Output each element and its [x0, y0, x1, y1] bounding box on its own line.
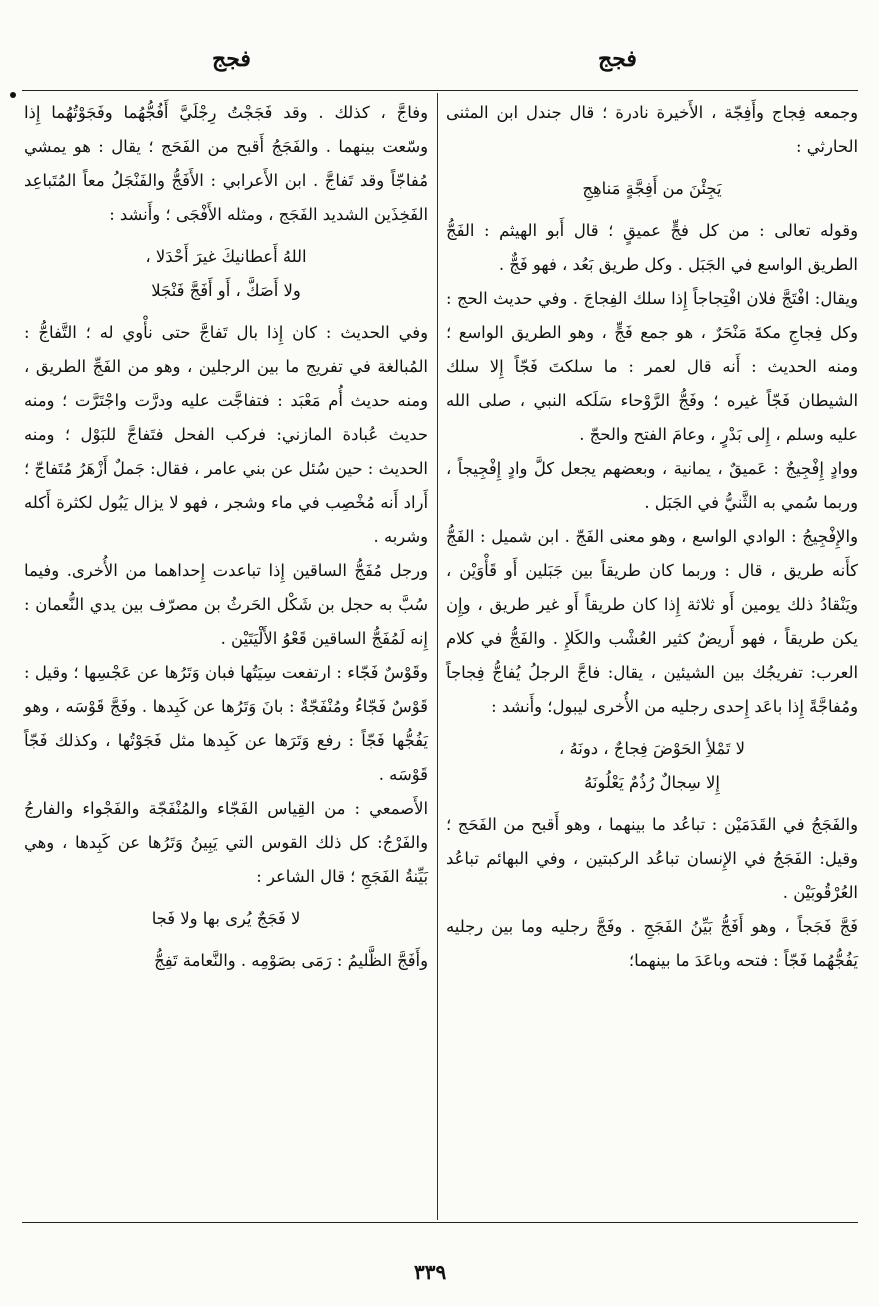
- entry-paragraph: وقَوْسٌ فَجّاء : ارتفعت سِيَتُها فبان وَتَرُها عن عَجْسِها ؛ وقيل : قَوْسٌ فَجّاءُ ومُنْفَجّةٌ : بانَ وَتَرُها عن كَبِدها . وفَجَّ قَوْسَه ، وهو يَفُجُّها فَجّاً : رفع وَتَرَها عن كَبِدها مثل فَجَوْتُها ، وكذلك فَجّاً قَوْسَه .: [24, 663, 428, 784]
- entry-paragraph: وقوله تعالى : من كل فجٍّ عميقٍ ؛ قال أَبو الهيثم : الفَجُّ الطريق الواسع في الجَبَل . وكل طريق بَعُد ، فهو فَجٌّ .: [446, 221, 858, 274]
- column-divider: [437, 93, 438, 1220]
- header-keyword-left: فجج: [212, 46, 251, 72]
- entry-paragraph: ويقال: افْتَجَّ فلان افْتِجاجاً إِذا سلك الفِجاجَ . وفي حديث الحج : وكل فِجاجِ مكةَ مَنْحَرٌ ، هو جمع فَجٍّ ، وهو الطريق الواسع ؛ ومنه الحديث : أَنه قال لعمر : ما سلكتَ فَجّاً إِلا سلك الشيطان فَجّاً غيره ؛ وفَجُّ الرَّوْحاء سَلَكه النبي ، صلى الله عليه وسلم ، إِلى بَدْرٍ ، وعامَ الفتح والحجّ .: [446, 289, 858, 444]
- entry-paragraph: والإِفْجِيجُ : الوادي الواسع ، وهو معنى الفَجّ . ابن شميل : الفَجُّ كأَنه طريق ، قال : وربما كان طريقاً بين جَبَلين أَو قَأْوَيْن ، ويَنْقادُ ذلك يومين أَو ثلاثة إِذا كان طريقاً أَو غير طريق ، وإِن يكن طريقاً ، فهو أَريضٌ كثير العُشْب والكَلإِ . والفَجُّ في كلام العرب: تفريجُك بين الشيئين ، يقال: فاجَّ الرجلُ يُفاجُّ فِجاجاً ومُفاجَّةً إِذا باعَد إِحدى رجليه من الأُخرى ليبول؛ وأَنشد :: [446, 527, 858, 716]
- entry-paragraph: وفاجَّ ، كذلك . وقد فَجَجْتُ رِجْلَيَّ أَفُجُّهُما وفَجَوْتُهُما إِذا وسّعت بينهما . والفَجَجُ أَقبح من الفَحَج ؛ يقال : هو يمشي مُفاجّاً وقد تَفاجَّ . ابن الأَعرابي : الأَفَجُّ والفَنْجَلُ معاً المُتَباعِد الفَخِذَين الشديد الفَجَج ، ومثله الأَفْجَى ؛ وأَنشد :: [24, 103, 428, 224]
- top-rule: [22, 90, 858, 91]
- entry-paragraph: والفَجَجُ في القَدَمَيْن : تباعُد ما بينهما ، وهو أَقبح من الفَحَج ؛ وقيل: الفَجَجُ في الإِنسان تباعُد الركبتين ، وفي البهائم تباعُد العُرْقُوبَيْن .: [446, 815, 858, 902]
- header-keyword-right: فجج: [598, 46, 637, 72]
- left-column: [24, 96, 428, 978]
- entry-paragraph: الأَصمعي : من القِياس الفَجّاء والمُنْفَجّة والفَجْواء والفارجُ والفَرْجُ: كل ذلك القوس التي يَبِينُ وَتَرُها عن كَبِدها ، وهي بَيِّنةُ الفَجَجِ ؛ قال الشاعر :: [24, 799, 428, 886]
- verse-line: لا فَجَجٌ يُرى بها ولا فَجا: [151, 909, 301, 928]
- verse-line: اللهُ أَعطانيكَ غيرَ أَحْدَلا ،: [145, 247, 307, 266]
- verse-line: ولا أَصَكَّ ، أَو أَفَجَّ فَنْجَلا: [151, 281, 301, 300]
- entry-paragraph: وجمعه فِجاج وأَفِجّة ، الأَخيرة نادرة ؛ قال جندل ابن المثنى الحارثي :: [446, 103, 858, 156]
- entry-paragraph: وفي الحديث : كان إِذا بال تَفاجَّ حتى نأْوي له ؛ التَّفاجُّ : المُبالغة في تفريج ما بين الرجلين ، وهو من الفَجِّ الطريق ، ومنه حديث أُم مَعْبَد : فتفاجَّت عليه ودرَّت واجْتَرَّت ؛ ومنه حديث عُبادة المازني: فركب الفحل فتَفاجَّ للبَوْل ؛ ومنه الحديث : حين سُئل عن بني عامر ، فقال: جَملٌ أَزْهَرُ مُتَفاجّ ؛ أَراد أَنه مُخْصِب في ماء وشجر ، فهو لا يزال يَبُول لكثرة أَكله وشربه .: [24, 323, 428, 546]
- page-number: ٣٣٩: [414, 1260, 447, 1284]
- verse-line: إِلا سِجالٌ رُذُمٌ يَعْلُونَهُ: [584, 773, 720, 792]
- bottom-rule: [22, 1222, 858, 1223]
- verse-line: لا تَمْلأِ الحَوْضَ فِجاجٌ ، دونَهُ ،: [559, 739, 745, 758]
- margin-dot: [10, 92, 16, 98]
- entry-paragraph: ووادٍ إِفْجِيجٌ : عَميقٌ ، يمانية ، وبعضهم يجعل كلَّ وادٍ إِفْجِيجاً ، وربما سُمي به الثَّنيُّ في الجَبَل .: [446, 459, 858, 512]
- right-column: [446, 96, 858, 978]
- verse-line: يَجِئْنَ من أَفِجَّةٍ مَناهِجِ: [582, 179, 722, 198]
- entry-paragraph: وأَفَجَّ الظَّليمُ : رَمَى بصَوْمِه . والنَّعامة تَفِجُّ: [154, 951, 428, 970]
- entry-paragraph: فَجَّ فَجَجاً ، وهو أَفَجُّ بَيِّنُ الفَجَجِ . وفَجَّ رجليه وما بين رجليه يَفُجُّهُما فَجّاً : فتحه وباعَدَ ما بينهما؛: [446, 917, 858, 970]
- entry-paragraph: ورجل مُفَجُّ الساقين إِذا تباعدت إِحداهما من الأُخرى. وفيما سُبَّ به حجل بن شَكْل الحَرثُ بن مصرّف بين يدي النُّعمان : إِنه لَمُفَجُّ الساقين قَعْوُ الأَلْيَتَيْن .: [24, 561, 428, 648]
